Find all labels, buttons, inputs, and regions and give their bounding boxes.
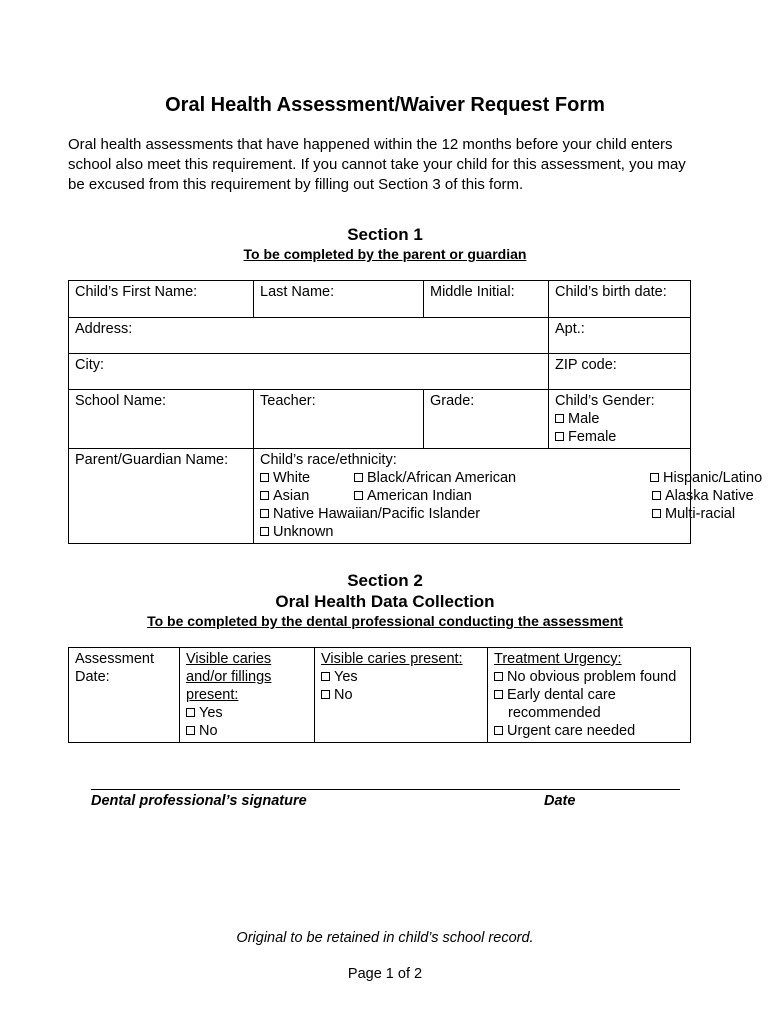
checkbox-icon[interactable] — [555, 432, 564, 441]
checkbox-icon[interactable] — [321, 690, 330, 699]
checkbox-icon[interactable] — [494, 726, 503, 735]
race-label: Child’s race/ethnicity: — [260, 452, 397, 468]
assessment-date-label-2: Date: — [75, 669, 110, 685]
section1-heading: Section 1 — [347, 225, 423, 244]
race-amind-option[interactable] — [354, 487, 564, 505]
checkbox-icon[interactable] — [186, 708, 195, 717]
grade-label: Grade: — [430, 393, 475, 409]
guardian-label: Parent/Guardian Name: — [75, 452, 229, 468]
race-white-label: White — [273, 470, 311, 486]
race-multi-option[interactable] — [564, 505, 736, 523]
form-title: Oral Health Assessment/Waiver Request Form — [165, 94, 605, 116]
race-alaska-option[interactable] — [564, 487, 754, 505]
race-amind-label: American Indian — [367, 488, 472, 504]
race-asian-label: Asian — [273, 488, 310, 504]
checkbox-icon[interactable] — [321, 672, 330, 681]
checkbox-icon[interactable] — [260, 491, 269, 500]
caries-fillings-label-2: and/or fillings — [186, 669, 272, 685]
first-name-field[interactable] — [69, 281, 254, 318]
race-unknown-option[interactable] — [260, 523, 354, 541]
school-field[interactable] — [69, 390, 254, 449]
checkbox-icon[interactable] — [260, 473, 269, 482]
checkbox-icon[interactable] — [260, 527, 269, 536]
caries-fillings-label-3: present: — [186, 687, 239, 703]
address-label: Address: — [75, 321, 133, 337]
caries-present-label: Visible caries present: — [321, 651, 463, 667]
race-black-option[interactable] — [354, 469, 564, 487]
caries-present-no-option[interactable] — [321, 686, 481, 704]
urgency-field — [488, 648, 691, 743]
gender-field — [549, 390, 691, 449]
middle-initial-label: Middle Initial: — [430, 284, 515, 300]
caries-present-no-label: No — [334, 687, 353, 703]
section2-heading: Section 2 — [347, 571, 423, 590]
zip-field[interactable] — [549, 354, 691, 390]
caries-fillings-label-1: Visible caries — [186, 651, 272, 667]
race-hawaiian-option[interactable] — [260, 505, 564, 523]
caries-fillings-no-label: No — [199, 723, 218, 739]
last-name-label: Last Name: — [260, 284, 335, 300]
gender-label: Child’s Gender: — [555, 393, 655, 409]
first-name-label: Child’s First Name: — [75, 284, 198, 300]
caries-present-yes-label: Yes — [334, 669, 358, 685]
section2-heading2: Oral Health Data Collection — [275, 592, 495, 611]
race-asian-option[interactable] — [260, 487, 354, 505]
intro-paragraph: Oral health assessments that have happened within the 12 months before your child enters school also meet this requirement. If you cannot take your child for this assessment, you may be excused from this requirement by filling out Section 3 of this form. — [68, 136, 686, 193]
urgency-early-label-2: recommended — [508, 705, 601, 721]
section1-table — [68, 280, 763, 544]
checkbox-icon[interactable] — [354, 491, 363, 500]
address-field[interactable] — [69, 318, 549, 354]
caries-fillings-yes-option[interactable] — [186, 704, 308, 722]
urgency-early-label-1: Early dental care — [507, 687, 616, 703]
last-name-field[interactable] — [254, 281, 424, 318]
teacher-field[interactable] — [254, 390, 424, 449]
checkbox-icon[interactable] — [652, 509, 661, 518]
checkbox-icon[interactable] — [494, 672, 503, 681]
signature-line[interactable] — [91, 789, 680, 790]
teacher-label: Teacher: — [260, 393, 316, 409]
date-label: Date — [544, 793, 576, 809]
race-multi-label: Multi-racial — [665, 506, 736, 522]
urgency-label: Treatment Urgency: — [494, 651, 622, 667]
assessment-date-label-1: Assessment — [75, 651, 154, 667]
apt-field[interactable] — [549, 318, 691, 354]
city-label: City: — [75, 357, 104, 373]
section2-subheading: To be completed by the dental professional conducting the assessment — [147, 613, 623, 629]
zip-label: ZIP code: — [555, 357, 617, 373]
gender-male-option[interactable] — [555, 410, 684, 428]
signature-label: Dental professional’s signature — [91, 793, 307, 809]
caries-present-field — [315, 648, 488, 743]
race-field — [254, 449, 763, 544]
caries-fillings-no-option[interactable] — [186, 722, 308, 740]
urgency-urgent-option[interactable] — [494, 722, 684, 740]
race-unknown-label: Unknown — [273, 524, 334, 540]
assessment-date-field[interactable] — [69, 648, 180, 743]
gender-female-option[interactable] — [555, 428, 684, 446]
urgency-early-option[interactable] — [494, 686, 684, 704]
checkbox-icon[interactable] — [650, 473, 659, 482]
race-alaska-label: Alaska Native — [665, 488, 754, 504]
race-hispanic-label: Hispanic/Latino — [663, 470, 763, 486]
caries-fillings-yes-label: Yes — [199, 705, 223, 721]
page-number: Page 1 of 2 — [347, 966, 423, 982]
school-label: School Name: — [75, 393, 167, 409]
city-field[interactable] — [69, 354, 549, 390]
birth-date-field[interactable] — [549, 281, 691, 318]
caries-fillings-field — [180, 648, 315, 743]
retain-note: Original to be retained in child’s school record. — [236, 930, 534, 946]
caries-present-yes-option[interactable] — [321, 668, 481, 686]
checkbox-icon[interactable] — [494, 690, 503, 699]
apt-label: Apt.: — [555, 321, 585, 337]
section1-subheading: To be completed by the parent or guardian — [243, 246, 527, 262]
checkbox-icon[interactable] — [354, 473, 363, 482]
grade-field[interactable] — [424, 390, 549, 449]
checkbox-icon[interactable] — [652, 491, 661, 500]
urgency-none-label: No obvious problem found — [507, 669, 677, 685]
race-hispanic-option[interactable] — [564, 469, 763, 487]
guardian-field[interactable] — [69, 449, 254, 544]
checkbox-icon[interactable] — [260, 509, 269, 518]
race-white-option[interactable] — [260, 469, 354, 487]
section2-table — [68, 647, 691, 743]
race-hawaiian-label: Native Hawaiian/Pacific Islander — [273, 506, 481, 522]
checkbox-icon[interactable] — [555, 414, 564, 423]
race-black-label: Black/African American — [367, 470, 517, 486]
middle-initial-field[interactable] — [424, 281, 549, 318]
gender-female-label: Female — [568, 429, 617, 445]
urgency-none-option[interactable] — [494, 668, 684, 686]
urgency-urgent-label: Urgent care needed — [507, 723, 636, 739]
gender-male-label: Male — [568, 411, 600, 427]
birth-date-label: Child’s birth date: — [555, 284, 667, 300]
checkbox-icon[interactable] — [186, 726, 195, 735]
